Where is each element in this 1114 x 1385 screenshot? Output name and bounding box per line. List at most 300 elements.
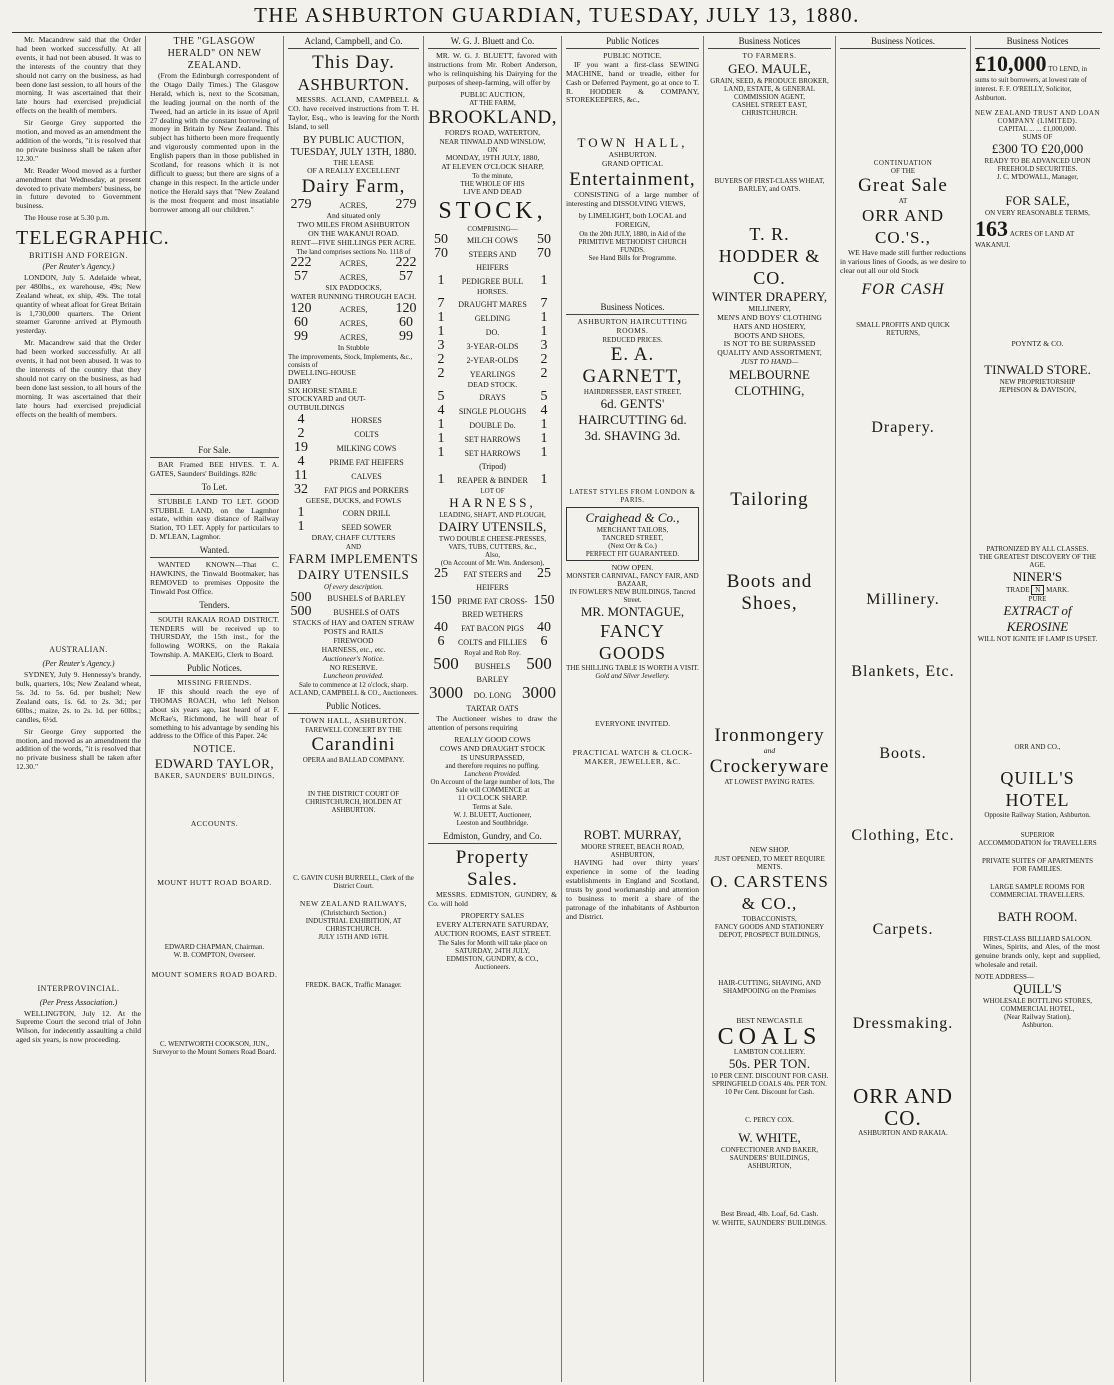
stock-count: 70	[537, 246, 551, 262]
advertiser-name: Craighead & Co.,	[585, 509, 680, 525]
stock-count: 1	[540, 273, 548, 289]
acreage-row	[288, 198, 419, 212]
section-header: W. G. J. Bluett and Co.	[428, 36, 557, 49]
auction-line: In Stubble	[337, 342, 370, 352]
acreage-label: ACRES,	[339, 201, 368, 211]
auction-line: GEESE, DUCKS, and FOWLS	[305, 496, 402, 506]
notice-line: PURE	[1028, 595, 1047, 604]
column-4	[424, 36, 562, 1382]
auction-line: COMPRISING—	[467, 225, 518, 234]
stock-label: DRAUGHT MARES	[458, 299, 527, 309]
stock-label: HORSES	[351, 416, 382, 426]
notice-line: See Hand Bills for Programme.	[588, 253, 677, 262]
notice-line: LAMBTON COLLIERY.	[733, 1047, 806, 1056]
headline: FANCY GOODS	[598, 621, 666, 664]
price-line: 6d. GENTS' HAIRCUTTING 6d.	[578, 395, 687, 427]
auction-line: FORD'S ROAD, WATERTON,	[444, 128, 541, 138]
notice-line: JUST TO HAND—	[740, 357, 799, 367]
auction-line: EVERY ALTERNATE SATURDAY,	[436, 919, 549, 929]
signature: C. GAVIN CUSH BURRELL, Clerk of the District Court.	[293, 874, 414, 891]
loan-text: TO LEND, in sums to suit borrowers, at lowest rate of interest. F. F. O'REILLY, Solicitor, Ashburton.	[975, 64, 1087, 102]
loan-range: £300 TO £20,000	[991, 140, 1084, 156]
stock-count: 1	[437, 416, 445, 432]
improvement-item: SIX HORSE STABLE	[288, 385, 358, 395]
stock-label: SET HARROWS	[464, 434, 521, 444]
auctioneer: W. J. BLUETT, Auctioneer,	[453, 811, 532, 820]
advertiser-line: PERFECT FIT GUARANTEED.	[585, 549, 680, 558]
auction-line: NO RESERVE.	[329, 662, 378, 672]
advertiser-name: ROBT. MURRAY,	[583, 827, 682, 843]
stock-count: 500	[433, 653, 459, 673]
auction-line: The Sales for Month will take place on SATURDAY, 24TH JULY,	[437, 938, 548, 955]
advert: SOUTH RAKAIA ROAD DISTRICT. TENDERS will be received up to THURSDAY, the 15th inst., for the following WORKS, on the Rakaia Township. A. MAKEIG, Clerk to Board.	[150, 614, 279, 660]
notice-line: CONFECTIONER AND BAKER, SAUNDERS' BUILDINGS, ASHBURTON,	[720, 1145, 819, 1170]
stock-count: 1	[540, 430, 548, 446]
notice-line: On the 20th JULY, 1880, in Aid of the PRIMITIVE METHODIST CHURCH FUNDS.	[578, 229, 687, 254]
section-subheading: BRITISH AND FOREIGN.	[29, 251, 128, 261]
column-5	[562, 36, 704, 1382]
acreage-number: 279	[395, 197, 417, 213]
stock-row	[288, 483, 419, 497]
stock-row	[288, 605, 419, 619]
stock-count: 40	[537, 619, 551, 635]
auction-line: VATS, TUBS, CUTTERS, &c.,	[448, 542, 537, 551]
stock-label: DOUBLE Do.	[469, 420, 516, 430]
notice-line: AT	[898, 196, 908, 205]
auction-line: Terms at Sale.	[472, 803, 513, 812]
section-header: Tenders.	[150, 600, 279, 613]
stock-count: 1	[437, 273, 445, 289]
mark-label: MARK.	[1046, 586, 1069, 595]
improvement-item: DAIRY	[288, 376, 312, 386]
stock-label: DO.	[485, 327, 500, 337]
section-header: Acland, Campbell, and Co.	[288, 36, 419, 49]
notice-line: ACCOMMODATION for TRAVELLERS	[978, 839, 1097, 848]
auction-line: FIREWOOD	[333, 635, 374, 645]
notice-line: MELBOURNE CLOTHING,	[729, 367, 810, 399]
acreage-label: ACRES,	[339, 272, 368, 282]
stock-label: STEERS AND HEIFERS	[468, 250, 517, 273]
headline: ASHBURTON.	[297, 74, 410, 94]
section-heading: Clothing, Etc.	[851, 826, 955, 844]
notice-line: EVERYONE INVITED.	[594, 719, 671, 729]
stock-row	[428, 473, 557, 487]
stock-count: 25	[434, 565, 448, 581]
auction-line: SIX PADDOCKS,	[325, 282, 382, 292]
stock-label: MILKING COWS	[336, 444, 397, 454]
headline: Carandini	[311, 734, 396, 756]
notice-line: BUYERS OF FIRST-CLASS WHEAT, BARLEY, and OATS.	[714, 176, 825, 193]
notice-title: LATEST STYLES FROM LONDON & PARIS.	[569, 487, 696, 504]
stock-count: 19	[294, 440, 308, 456]
auctioneer: EDMISTON, GUNDRY, & CO., Auctioneers.	[446, 954, 539, 971]
section-heading: Drapery.	[871, 418, 935, 436]
stock-row	[428, 390, 557, 404]
stock-label: PRIME FAT HEIFERS	[329, 458, 404, 468]
notice-line: IS NOT TO BE SURPASSED	[723, 339, 816, 349]
notice-line: COMMERCIAL HOTEL,	[1000, 1005, 1075, 1014]
notice-line: HAIR-CUTTING, SHAVING, AND SHAMPOOING on the Premises	[718, 978, 821, 995]
article-body: (From the Edinburgh correspondent of the Otago Daily Times.) The Glasgow Herald, which is, next to the Scotsman, the leading journal on the north of the Tweed, had an article in its issue of April 27 dealing with the constant borrowing of money in Britain by New Zealand. This subject has hitherto been more frequently and vigorously commented upon in the English papers than in those published in Scotland, for reasons which it is not difficult to guess; but there are signs of a change in this respect. In the article under notice the Herald says that "New Zealand is the most frequent and most insatiable borrower among all our children."	[150, 71, 279, 214]
stock-count: 1	[437, 309, 445, 325]
stock-row	[428, 297, 557, 311]
auction-line: ON	[487, 146, 498, 155]
loan-amount: £10,000	[975, 50, 1047, 76]
stock-count: 3	[540, 337, 548, 353]
notice-line: INDUSTRIAL EXHIBITION, AT CHRISTCHURCH.	[305, 917, 402, 934]
stock-row	[428, 418, 557, 432]
notice-line: FAREWELL CONCERT BY THE	[305, 726, 402, 735]
advert: BAR Framed BEE HIVES. T. A. GATES, Saunders' Buildings. 828c	[150, 459, 279, 478]
stock-count: 500	[290, 590, 312, 606]
section-header: Wanted.	[150, 545, 279, 558]
stock-count: 6	[437, 633, 445, 649]
stock-label: 2-YEAR-OLDS	[466, 355, 519, 365]
notice-line: CASHEL STREET EAST, CHRISTCHURCH.	[732, 100, 807, 117]
acreage-number: 60	[399, 314, 413, 330]
notice-title: PUBLIC NOTICE.	[603, 50, 662, 60]
headline: STOCK,	[438, 198, 547, 225]
stock-row	[428, 432, 557, 446]
agency-credit: (Per Reuter's Agency.)	[42, 262, 115, 272]
article-paragraph: Mr. Macandrew said that the Order had been worked successfully. At all events, it had not been abused. It was to the interests of the country that they should not carry on the business, as had been done last session, to all hours of the morning. It was ascertained that their late hours had exercised prejudicial effects on the health of members.	[16, 35, 141, 116]
acreage-number: 279	[290, 197, 312, 213]
stock-count: 40	[434, 619, 448, 635]
stock-count: 2	[540, 365, 548, 381]
stock-count: 32	[294, 482, 308, 498]
stock-label: BUSHELS of OATS	[333, 608, 400, 618]
advert-body: WE Have made still further reductions in various lines of Goods, as we desire to clear out all our old Stock	[840, 247, 966, 275]
trade-mark-icon: N	[1031, 585, 1044, 595]
acreage-number: 99	[399, 328, 413, 344]
notice-line: READY TO BE ADVANCED UPON FREEHOLD SECURITIES.	[984, 156, 1091, 173]
stock-count: 2	[437, 351, 445, 367]
auction-line: PROPERTY SALES	[460, 911, 525, 921]
auction-line: PUBLIC AUCTION,	[460, 89, 525, 99]
news-item: SYDNEY, July 9. Hennessy's brandy, bulk, quarters, 10s; New Zealand wheat, 5s. 3d. to 5s. 6d. per bushel; New Zealand oats, 1s. 6d. to 2s. 3d.; per 60lbs.; maize, 2s. to 2s. 1d. per 60lbs.; candles, 6½d.	[16, 670, 141, 724]
notice-line: 10 PER CENT. DISCOUNT FOR CASH.	[710, 1071, 829, 1080]
notice-title: NEW ZEALAND TRUST AND LOAN COMPANY (LIMITED).	[975, 108, 1100, 125]
stock-count: 50	[434, 232, 448, 248]
advertiser-name: MR. MONTAGUE,	[580, 604, 685, 620]
stock-count: 2	[540, 351, 548, 367]
section-heading: Boots.	[879, 744, 927, 762]
headline: Ironmongery	[714, 725, 825, 747]
article-paragraph: Mr. Reader Wood moved as a further amendment that Wednesday, at present devoted to private members' business, be in future devoted to Government business.	[16, 165, 141, 211]
stock-label: DRAYS	[479, 392, 506, 402]
stock-row	[428, 404, 557, 418]
notice-line: FIRST-CLASS BILLIARD SALOON.	[983, 935, 1092, 944]
column-8	[971, 36, 1104, 1382]
auction-line: IS UNSURPASSED,	[460, 752, 525, 762]
notice-line: HAIRDRESSER, EAST STREET,	[583, 387, 682, 396]
signature: C. PERCY COX.	[745, 1115, 794, 1124]
stock-count: 1	[540, 309, 548, 325]
auction-line: And situated only	[326, 211, 381, 221]
auction-line: TWO MILES FROM ASHBURTON	[297, 220, 410, 230]
loan-advert	[975, 52, 1100, 103]
auction-line: Luncheon provided.	[323, 671, 384, 681]
notice-line: THE GREATEST DISCOVERY OF THE AGE.	[978, 553, 1097, 570]
auction-line: ON THE WAKANUI ROAD.	[308, 229, 399, 239]
auction-line: On Account of the large number of lots, The Sale will COMMENCE at	[430, 778, 555, 795]
auctioneer: ACLAND, CAMPBELL & CO., Auctioneers.	[289, 689, 418, 698]
section-header: Edmiston, Gundry, and Co.	[428, 831, 557, 844]
notice-line: QUALITY AND ASSORTMENT,	[717, 348, 822, 358]
section-header: Business Notices.	[566, 302, 699, 315]
stock-count: 1	[540, 444, 548, 460]
trade-mark	[975, 585, 1100, 595]
auction-line: TWO DOUBLE CHEESE-PRESSES,	[438, 534, 547, 543]
auction-line: 11 O'CLOCK SHARP.	[457, 793, 528, 803]
notice-line: NEW PROPRIETORSHIP	[999, 378, 1076, 387]
craighead-box	[566, 507, 699, 561]
advertiser-name: JEPHSON & DAVISON,	[998, 385, 1077, 395]
auction-line: HARNESS,	[449, 494, 536, 510]
stock-count: 11	[294, 468, 308, 484]
auction-line: DAIRY UTENSILS,	[438, 518, 547, 534]
notice-title: ACCOUNTS.	[190, 819, 239, 829]
headline: BROOKLAND,	[428, 107, 558, 129]
stock-label: BUSHELS BARLEY	[474, 661, 511, 684]
stock-count: 50	[537, 232, 551, 248]
acreage-row	[288, 316, 419, 330]
stock-label: MILCH COWS	[467, 236, 518, 246]
headline: QUILL'S HOTEL	[1000, 768, 1075, 811]
acreage-label: ACRES,	[339, 258, 368, 268]
signature: J. C. M'DOWALL, Manager,	[996, 172, 1079, 181]
advertiser-name: O. CARSTENS & CO.,	[710, 871, 829, 913]
acreage-row	[288, 302, 419, 316]
section-heading: Dressmaking.	[852, 1014, 954, 1032]
section-heading: Millinery.	[866, 590, 940, 608]
acreage-number: 222	[290, 254, 312, 270]
advertiser-line: (Next Orr & Co.)	[608, 541, 657, 550]
auction-line: AND	[345, 543, 362, 552]
headline: Dairy Farm,	[301, 176, 406, 198]
auction-line: DAIRY UTENSILS	[297, 567, 410, 583]
stock-label: CORN DRILL	[342, 509, 391, 519]
news-filler: Sir George Grey supported the motion, and moved as an amendment the addition of the words, "it is resolved that no private business shall be taken after 12.30."	[16, 726, 141, 772]
advert-body: MR. W. G. J. BLUETT, favored with instructions from Mr. Robert Anderson, who is relinquishing his Dairying for the purposes of sheep-farming, will offer by	[428, 50, 557, 87]
auction-line: To the minute,	[472, 172, 513, 181]
auction-line: THE LEASE	[333, 157, 374, 167]
auction-line: COWS AND DRAUGHT STOCK	[439, 743, 546, 753]
stock-count: 1	[437, 323, 445, 339]
notice-line: HATS AND HOSIERY,	[733, 321, 806, 331]
price-line: 3d. SHAVING 3d.	[584, 427, 681, 443]
stock-count: 1	[540, 471, 548, 487]
stock-row	[428, 274, 557, 288]
notice-title: MOUNT HUTT ROAD BOARD.	[157, 878, 272, 888]
acreage-row	[288, 270, 419, 284]
stock-row	[428, 653, 557, 686]
advert-body: MESSRS. ACLAND, CAMPBELL & CO. have received instructions from T. H. Taylor, Esq., who is leaving for the North Island, to sell	[288, 94, 419, 131]
stock-row	[428, 233, 557, 247]
auction-line: WATER RUNNING THROUGH EACH.	[290, 291, 417, 301]
news-item: WELLINGTON, July 12. At the Supreme Court the second trial of John Wilson, for indecently assaulting a child aged six years, is now proceeding.	[16, 1008, 141, 1045]
headline: Tailoring	[730, 489, 809, 511]
stock-row	[288, 413, 419, 427]
advert-body: The Auctioneer wishes to draw the attention of persons requiring	[428, 713, 557, 732]
acreage-number: 120	[290, 300, 312, 316]
notice-line: CAPITAL ... ... £1,000,000.	[998, 124, 1077, 133]
headline: EXTRACT of KEROSINE	[1003, 603, 1072, 635]
auction-line: (On Account of Mr. Wm. Anderson),	[440, 558, 545, 567]
notice-line: MOORE STREET, BEACH ROAD, ASHBURTON,	[581, 843, 684, 860]
notice-line: AT LOWEST PAYING RATES.	[724, 778, 815, 787]
stock-count: 4	[297, 412, 305, 428]
auction-line: HARNESS, etc., etc.	[321, 644, 386, 654]
stock-count: 7	[540, 295, 548, 311]
signature: W. WHITE, SAUNDERS' BUILDINGS.	[712, 1218, 827, 1227]
masthead-rule	[12, 32, 1102, 33]
auction-line: DEAD STOCK.	[467, 379, 518, 389]
advert-body: MESSRS. EDMISTON, GUNDRY, & Co. will hold	[428, 890, 557, 909]
auction-line: NEAR TINWALD AND WINSLOW,	[439, 138, 546, 147]
auction-date: MONDAY, 19TH JULY, 1880,	[445, 153, 540, 163]
article-paragraph: Sir George Grey supported the motion, and moved as an amendment the addition of the words, "it is resolved that no private business shall be taken after 12.30."	[16, 118, 141, 163]
stock-label: SEED SOWER	[341, 523, 392, 533]
stock-count: 7	[437, 295, 445, 311]
notice-line: BOOTS AND SHOES,	[734, 330, 805, 340]
column-1	[12, 35, 170, 1382]
auction-line: Auctioneer's Notice.	[322, 653, 385, 663]
acreage-label: ACRES,	[339, 332, 368, 342]
notice-title: TINWALD STORE.	[984, 362, 1091, 378]
article-title: THE "GLASGOW HERALD" ON NEW ZEALAND.	[167, 36, 262, 71]
notice-line: 50s. PER TON.	[728, 1055, 811, 1071]
auction-line: HORSES.	[476, 287, 509, 297]
advertiser-line: TANCRED STREET,	[601, 533, 664, 542]
headline: FOR CASH	[861, 280, 945, 298]
stock-count: 2	[297, 426, 305, 442]
notice-line: GRAIN, SEED, & PRODUCE BROKER, LAND, ESTATE, & GENERAL COMMISSION AGENT,	[710, 76, 829, 101]
advert-body: IF you want a first-class SEWING MACHINE, hand or treadle, either for Cash or Deferred Payment, go at once to T. R. HODDER & COMPANY, STOREKEEPERS, &c.,	[566, 59, 699, 105]
notice-line: SUPERIOR	[1020, 831, 1055, 840]
acreage-number: 222	[395, 254, 417, 270]
stock-count: 70	[434, 246, 448, 262]
auction-line: Of every description.	[324, 583, 383, 592]
notice-line: BEST NEWCASTLE	[736, 1015, 803, 1025]
stock-label: YEARLINGS	[469, 369, 516, 379]
acreage-number: 120	[395, 300, 417, 316]
notice-line: TOBACCONISTS,	[742, 914, 797, 923]
acreage-row	[288, 330, 419, 344]
agency-credit: (Per Press Association.)	[39, 997, 118, 1007]
stock-row	[428, 594, 557, 621]
advertiser-name: W. WHITE,	[738, 1129, 801, 1145]
notice-line: MONSTER CARNIVAL, FANCY FAIR, AND BAZAAR,	[566, 572, 699, 589]
stock-row	[428, 325, 557, 339]
signature: C. WENTWORTH COOKSON, JUN., Surveyor to the Mount Somers Road Board.	[152, 1040, 277, 1057]
column-2	[146, 36, 284, 1382]
notice-title: BATH ROOM.	[997, 909, 1078, 925]
section-header: Business Notices	[708, 36, 831, 49]
auction-line: LOT OF	[480, 486, 505, 495]
signature: POYNTZ & CO.	[1011, 338, 1064, 348]
headline: Crockeryware	[709, 756, 830, 778]
stock-count: 1	[540, 323, 548, 339]
notice-line: PRIVATE SUITES OF APARTMENTS FOR FAMILIES.	[981, 857, 1094, 874]
stock-label: CALVES	[351, 472, 382, 482]
auction-line: Luncheon Provided.	[464, 770, 521, 779]
notice-title: ASHBURTON HAIRCUTTING ROOMS.	[577, 316, 688, 335]
notice-line: MEN'S AND BOYS' CLOTHING	[717, 312, 822, 322]
notice-title: NOTICE.	[193, 744, 236, 756]
stock-label: REAPER & BINDER	[457, 475, 528, 485]
column-3	[284, 36, 424, 1382]
notice-line: REDUCED PRICES.	[602, 335, 663, 344]
trade-label: TRADE	[1006, 586, 1030, 595]
notice-line: SUMS OF	[1022, 132, 1053, 141]
stock-row	[288, 591, 419, 605]
acreage-label: ACRES,	[339, 318, 368, 328]
section-header: To Let.	[150, 482, 279, 495]
advert-body: HAVING had over thirty years' experience in some of the leading establishments in England and Scotland, trusts by good workmanship and attention to business to merit a share of the patronage of the inhabitants of Ashburton and District.	[566, 858, 699, 921]
stock-label: COLTS and FILLIES	[457, 637, 528, 647]
stock-row	[428, 682, 557, 715]
notice-line: IN THE DISTRICT COURT OF CHRISTCHURCH, HOLDEN AT ASHBURTON.	[305, 790, 402, 815]
advertiser-address: BAKER, SAUNDERS' BUILDINGS,	[154, 772, 275, 781]
advert-body: Wines, Spirits, and Ales, of the most genuine brands only, kept and supplied, wholesale and retail.	[975, 942, 1100, 970]
auction-line: Also,	[485, 550, 500, 559]
advert: IF this should reach the eye of THOMAS ROACH, who left Nelson about six years ago, last heard of at F. McRae's, Richmond, he will hear of something to his advantage by sending his address to the Office of this Paper. 24c	[150, 686, 279, 741]
notice-line: WHOLESALE BOTTLING STORES,	[983, 997, 1092, 1006]
advertiser-name: QUILL'S	[1013, 981, 1062, 997]
stock-label: 3-YEAR-OLDS	[466, 341, 519, 351]
stock-count: 3	[437, 337, 445, 353]
notice-title: FOR SALE,	[1005, 192, 1070, 208]
column-6	[704, 36, 836, 1382]
notice-line: Gold and Silver Jewellery.	[595, 672, 670, 681]
stock-count: 3000	[522, 682, 556, 702]
notice-line: OF THE	[890, 166, 916, 175]
auction-line: The improvements, Stock, Implements, &c., consists of	[288, 352, 413, 369]
auction-line: REALLY GOOD COWS	[454, 734, 531, 744]
auction-line: THE WHOLE OF HIS	[460, 180, 525, 189]
notice-title: TOWN HALL, ASHBURTON.	[300, 716, 407, 726]
headline: Entertainment,	[569, 169, 696, 191]
notice-title: NOW OPEN.	[611, 562, 654, 572]
notice-line: SMALL PROFITS AND QUICK RETURNS,	[856, 320, 950, 337]
stock-row	[428, 339, 557, 353]
auction-line: LIVE AND DEAD	[463, 187, 522, 197]
section-header: Business Notices.	[840, 36, 966, 49]
notice-line: JULY 15TH AND 16TH.	[318, 933, 389, 942]
notice-line: ASHBURTON AND RAKAIA.	[858, 1128, 948, 1137]
headline: T. R. HODDER & CO.	[718, 223, 821, 288]
article-paragraph: The House rose at 5.30 p.m.	[24, 213, 110, 223]
improvement-item: DWELLING-HOUSE	[288, 367, 356, 377]
notice-line: JUST OPENED, TO MEET REQUIRE MENTS.	[714, 854, 825, 871]
acreage-number: 60	[294, 314, 308, 330]
section-subheading: AUSTRALIAN.	[49, 645, 108, 655]
section-header: Public Notices.	[288, 701, 419, 714]
stock-row	[288, 506, 419, 520]
stock-row	[428, 353, 557, 367]
auction-line: DRAY, CHAFF CUTTERS	[311, 533, 396, 543]
notice-line: FANCY GOODS AND STATIONERY DEPOT, PROSPECT BUILDINGS,	[714, 922, 825, 939]
auction-line: AUCTION ROOMS, EAST STREET.	[434, 928, 551, 938]
notice-title: TO FARMERS.	[742, 50, 797, 60]
stock-label: BUSHELS of BARLEY	[327, 594, 406, 604]
notice-line: LARGE SAMPLE ROOMS FOR COMMERCIAL TRAVELLERS.	[990, 883, 1085, 900]
acreage-number: 163	[975, 215, 1008, 241]
stock-count: 1	[297, 519, 305, 535]
stock-row	[288, 455, 419, 469]
acreage-label: ACRES,	[339, 304, 368, 314]
